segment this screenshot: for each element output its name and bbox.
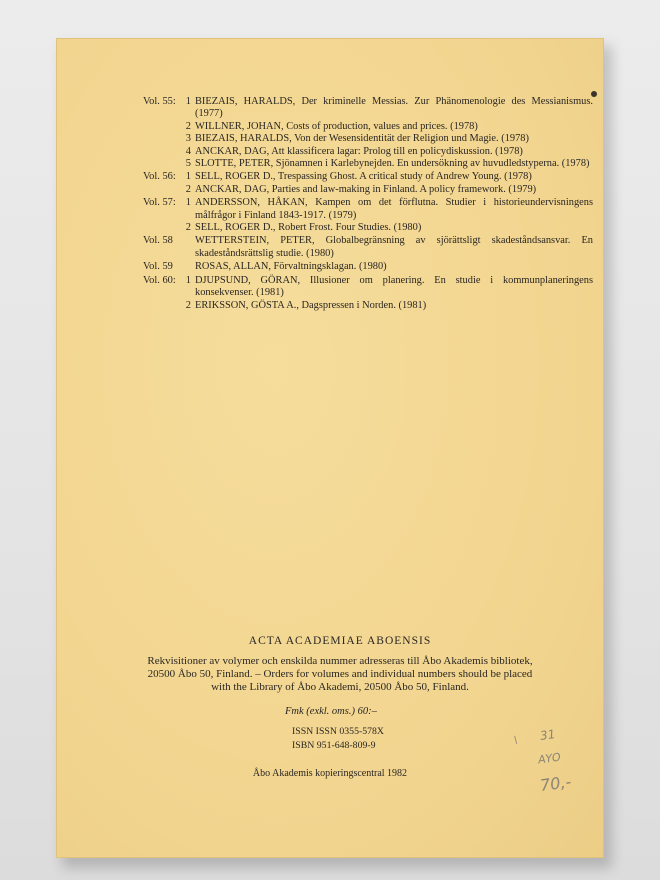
- issue-number: 1: [185, 96, 191, 107]
- list-item: [143, 197, 593, 222]
- issue-number: 2: [185, 222, 191, 234]
- list-item: [143, 158, 593, 170]
- issue-number: 5: [185, 158, 191, 170]
- issue-number: 1: [185, 171, 191, 183]
- entry-text: BIEZAIS, HARALDS, Von der Wesensidentität der Religion und Magie. (1978): [195, 133, 529, 145]
- order-instructions: Rekvisitioner av volymer och enskilda nummer adresseras till Åbo Akademis bibliotek, 20500 Åbo 50, Finland. – Orders for volumes and individual numbers should be placed with the Library of Åbo Akademi, 20500 Åbo 50, Finland.: [147, 655, 533, 693]
- volume-label: Vol. 57:: [143, 197, 176, 209]
- pencil-mark: AYO: [537, 750, 562, 767]
- list-item: [143, 275, 593, 300]
- list-item: [143, 235, 593, 260]
- issue-number: 2: [185, 299, 191, 311]
- entry-text: ANDERSSON, HÅKAN, Kampen om det förflutna. Studier i historieundervisningens målfrågor i Finland 1843-1917. (1979): [195, 197, 593, 221]
- pencil-mark: 31: [539, 727, 557, 743]
- volume-label: Vol. 60:: [143, 274, 176, 286]
- isbn-line: ISBN 951-648-809-9: [292, 740, 376, 751]
- volume-label: Vol. 59: [143, 261, 173, 273]
- entry-text: SELL, ROGER D., Trespassing Ghost. A critical study of Andrew Young. (1978): [195, 171, 532, 183]
- entry-text: WETTERSTEIN, PETER, Globalbegränsning av sjörättsligt skadeståndsansvar. En skadeståndsrättslig studie. (1980): [195, 235, 593, 259]
- list-item: [143, 222, 593, 234]
- entry-text: WILLNER, JOHAN, Costs of production, values and prices. (1978): [195, 120, 478, 132]
- series-title: ACTA ACADEMIAE ABOENSIS: [248, 635, 432, 647]
- issue-number: 2: [185, 183, 191, 195]
- entry-text: ANCKAR, DAG, Parties and law-making in Finland. A policy framework. (1979): [195, 183, 537, 195]
- volume-label: Vol. 56:: [143, 171, 176, 183]
- price-line: Fmk (exkl. oms.) 60:–: [285, 706, 377, 717]
- entry-text: ERIKSSON, GÖSTA A., Dagspressen i Norden. (1981): [195, 299, 427, 311]
- entry-text: BIEZAIS, HARALDS, Der kriminelle Messias. Zur Phänomenologie des Messianismus. (1977): [195, 96, 593, 120]
- publication-list: [143, 96, 593, 312]
- pencil-price-mark: 70,-: [538, 771, 573, 796]
- list-item: [143, 96, 593, 121]
- volume-label: Vol. 58: [143, 235, 173, 247]
- list-item: [143, 171, 593, 183]
- entry-text: DJUPSUND, GÖRAN, Illusioner om planering. En studie i kommunplaneringens konsekvenser. (1981): [195, 274, 593, 299]
- entry-text: SELL, ROGER D., Robert Frost. Four Studies. (1980): [195, 222, 422, 234]
- issue-number: 2: [185, 120, 191, 132]
- volume-label: Vol. 55:: [143, 96, 176, 107]
- list-item: [143, 146, 593, 158]
- list-item: [143, 121, 593, 133]
- entry-text: ROSAS, ALLAN, Förvaltningsklagan. (1980): [195, 261, 387, 273]
- list-item: [143, 261, 593, 273]
- list-item: [143, 300, 593, 312]
- list-item: [143, 184, 593, 196]
- pencil-mark: \: [513, 734, 519, 747]
- list-item: [143, 133, 593, 145]
- issue-number: 1: [185, 197, 191, 209]
- printer-line: Åbo Akademis kopieringscentral 1982: [252, 768, 408, 779]
- issue-number: 1: [185, 274, 191, 286]
- issue-number: 4: [185, 145, 191, 157]
- entry-text: ANCKAR, DAG, Att klassificera lagar: Prolog till en policydiskussion. (1978): [195, 145, 523, 157]
- issn-line: ISSN ISSN 0355-578X: [292, 726, 384, 737]
- entry-text: SLOTTE, PETER, Sjönamnen i Karlebynejden. En undersökning av huvudledstyperna. (1978): [195, 158, 590, 170]
- issue-number: 3: [185, 133, 191, 145]
